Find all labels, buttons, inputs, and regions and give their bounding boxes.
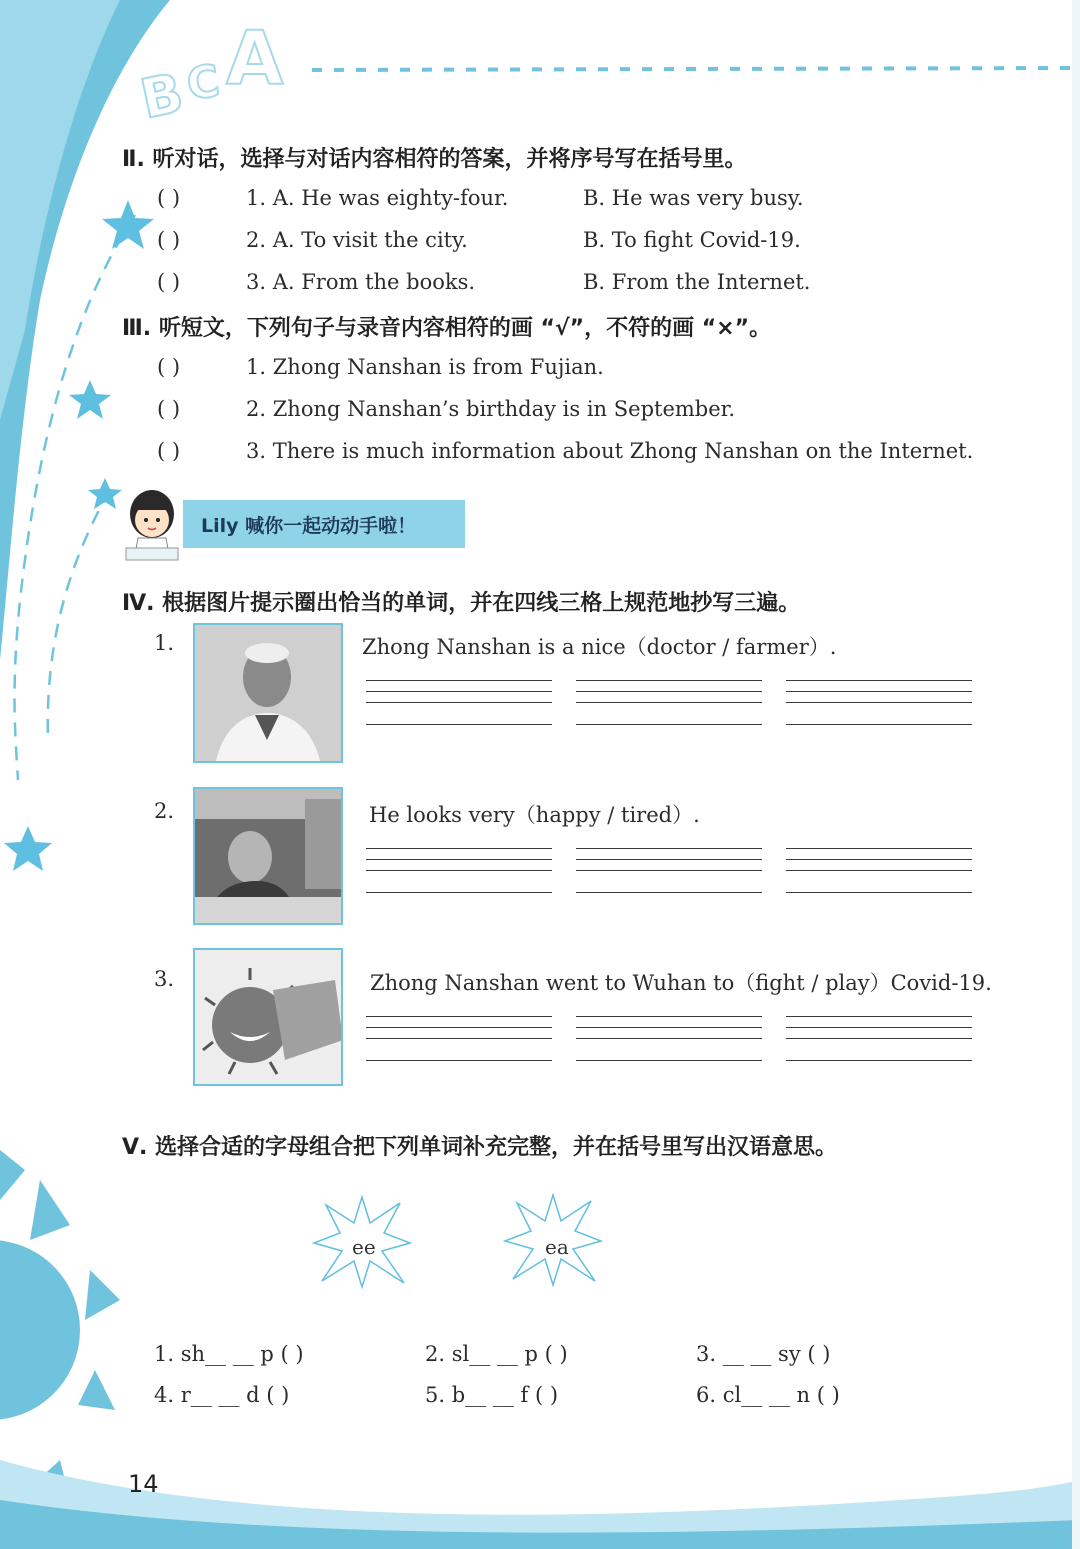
option-b: B. He was very busy.: [583, 186, 804, 210]
word-blank[interactable]: 3. __ __ sy ( ): [696, 1342, 831, 1366]
answer-bracket[interactable]: ( ): [157, 439, 181, 463]
item-sentence: Zhong Nanshan went to Wuhan to（fight / play）Covid-19.: [370, 971, 992, 995]
girl-illustration: [122, 482, 182, 562]
writing-lines[interactable]: [786, 1016, 972, 1062]
writing-lines[interactable]: [366, 848, 552, 894]
svg-text:A: A: [226, 16, 284, 102]
item-number: 1.: [154, 631, 175, 655]
word-blank[interactable]: 4. r__ __ d ( ): [154, 1383, 290, 1407]
section3-heading: Ⅲ. 听短文，下列句子与录音内容相符的画 “√”，不符的画 “×”。: [122, 316, 772, 341]
option-a: 3. A. From the books.: [246, 270, 476, 294]
word-blank[interactable]: 5. b__ __ f ( ): [425, 1383, 559, 1407]
word-blank[interactable]: 6. cl__ __ n ( ): [696, 1383, 840, 1407]
section4-heading: Ⅳ. 根据图片提示圈出恰当的单词，并在四线三格上规范地抄写三遍。: [122, 591, 801, 616]
word-blank[interactable]: 1. sh__ __ p ( ): [154, 1342, 304, 1366]
writing-lines[interactable]: [366, 680, 552, 726]
page-number: 14: [128, 1470, 159, 1498]
bca-logo: [140, 10, 290, 120]
writing-lines[interactable]: [366, 1016, 552, 1062]
answer-bracket[interactable]: ( ): [157, 228, 181, 252]
svg-text:B: B: [140, 60, 189, 120]
item-sentence: He looks very（happy / tired）.: [369, 803, 700, 827]
answer-bracket[interactable]: ( ): [157, 355, 181, 379]
item-number: 2.: [154, 799, 175, 823]
option-b: B. To fight Covid-19.: [583, 228, 801, 252]
statement: 3. There is much information about Zhong Nanshan on the Internet.: [246, 439, 974, 463]
burst-ee-label: ee: [352, 1235, 376, 1259]
writing-lines[interactable]: [576, 680, 762, 726]
banner: [183, 500, 465, 548]
item-sentence: Zhong Nanshan is a nice（doctor / farmer）.: [362, 635, 837, 659]
header-letters: [140, 10, 290, 120]
writing-lines[interactable]: [786, 848, 972, 894]
section2-heading: Ⅱ. 听对话，选择与对话内容相符的答案，并将序号写在括号里。: [122, 147, 747, 172]
option-b: B. From the Internet.: [583, 270, 811, 294]
writing-lines[interactable]: [576, 1016, 762, 1062]
writing-lines[interactable]: [576, 848, 762, 894]
option-a: 2. A. To visit the city.: [246, 228, 468, 252]
virus-fight-illustration: [193, 948, 343, 1086]
train-photo: [193, 787, 343, 925]
burst-ee: [312, 1195, 412, 1290]
option-a: 1. A. He was eighty-four.: [246, 186, 509, 210]
item-number: 3.: [154, 967, 175, 991]
svg-text:C: C: [183, 55, 223, 111]
answer-bracket[interactable]: ( ): [157, 186, 181, 210]
doctor-photo: [193, 623, 343, 763]
burst-ea: [503, 1193, 603, 1288]
statement: 2. Zhong Nanshan’s birthday is in September.: [246, 397, 736, 421]
banner-text: Lily 喊你一起动动手啦！: [201, 515, 417, 537]
word-blank[interactable]: 2. sl__ __ p ( ): [425, 1342, 568, 1366]
section5-heading: Ⅴ. 选择合适的字母组合把下列单词补充完整，并在括号里写出汉语意思。: [122, 1135, 838, 1160]
answer-bracket[interactable]: ( ): [157, 397, 181, 421]
statement: 1. Zhong Nanshan is from Fujian.: [246, 355, 604, 379]
burst-ea-label: ea: [545, 1235, 569, 1259]
answer-bracket[interactable]: ( ): [157, 270, 181, 294]
writing-lines[interactable]: [786, 680, 972, 726]
